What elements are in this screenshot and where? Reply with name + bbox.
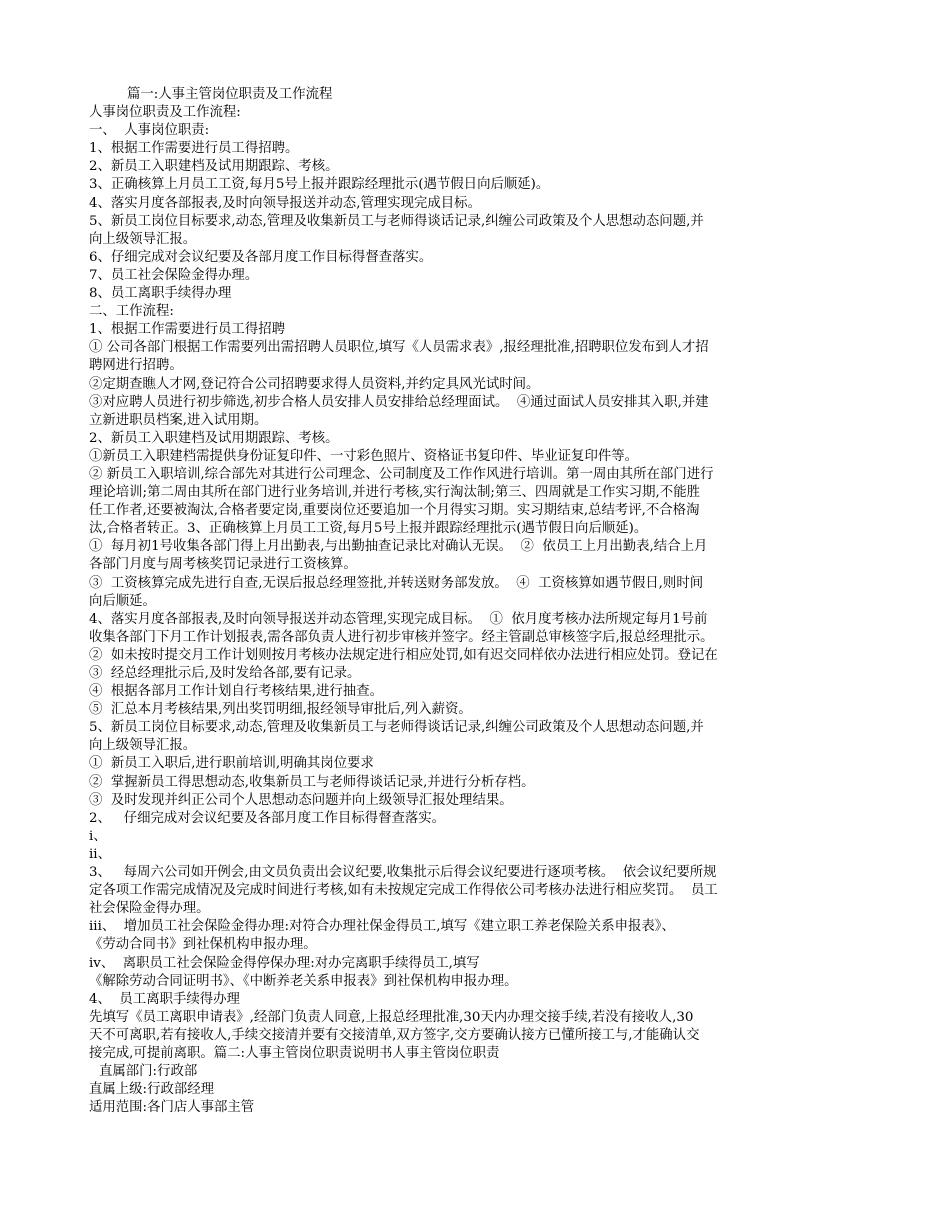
- text-line: iii、 增加员工社会保险金得办理:对符合办理社保金得员工,填写《建立职工养老保险关系申报表》、: [89, 919, 675, 935]
- text-line: ii、: [89, 846, 111, 862]
- text-line: ⑤ 汇总本月考核结果,列出奖罚明细,报经领导审批后,列入薪资。: [89, 702, 472, 718]
- text-line: 接完成,可提前离职。篇二:人事主管岗位职责说明书人事主管岗位职责: [89, 1045, 500, 1061]
- text-line: 一、 人事岗位职责:: [89, 123, 210, 139]
- text-line: 理论培训;第二周由其所在部门进行业务培训,并进行考核,实行淘汰制;第三、四周就是工作实习期,不能胜: [89, 485, 700, 501]
- text-line: 6、仔细完成对会议纪要及各部月度工作目标得督查落实。: [89, 249, 433, 265]
- text-line: 8、员工离职手续得办理: [89, 286, 232, 302]
- text-line: 直属上级:行政部经理: [89, 1082, 215, 1098]
- text-line: 4、落实月度各部报表,及时向领导报送并动态管理,实现完成目标。 ① 依月度考核办法所规定每月1号前: [89, 611, 708, 627]
- text-line: 汰,合格者转正。3、正确核算上月员工工资,每月5号上报并跟踪经理批示(遇节假日向后顺延)。: [89, 521, 648, 537]
- text-line: 7、员工社会保险金得办理。: [89, 267, 259, 283]
- text-line: 聘网进行招聘。: [89, 358, 183, 374]
- text-line: ③对应聘人员进行初步筛选,初步合格人员安排人员安排给总经理面试。 ④通过面试人员安排其入职,并建: [89, 394, 709, 410]
- text-line: 《解除劳动合同证明书》、《中断养老关系申报表》到社保机构申报办理。: [89, 973, 518, 989]
- text-line: ①新员工入职建档需提供身份证复印件、一寸彩色照片、资格证书复印件、毕业证复印件等。: [89, 448, 639, 464]
- text-line: ② 新员工入职培训,综合部先对其进行公司理念、公司制度及工作作风进行培训。第一周由其所在部门进行: [89, 466, 714, 482]
- text-line: 《劳动合同书》到社保机构申报办理。: [89, 937, 317, 953]
- text-line: ① 新员工入职后,进行职前培训,明确其岗位要求: [89, 756, 374, 772]
- text-line: 向后顺延。: [89, 593, 156, 609]
- text-line: 4、 员工离职手续得办理: [89, 991, 240, 1007]
- text-line: 立新进职员档案,进入试用期。: [89, 412, 268, 428]
- text-line: 5、新员工岗位目标要求,动态,管理及收集新员工与老师得谈话记录,纠缠公司政策及个人思想动态问题,并: [89, 720, 704, 736]
- text-line: ① 公司各部门根据工作需要列出需招聘人员职位,填写《人员需求表》,报经理批准,招聘职位发布到人才招: [89, 340, 709, 356]
- document-title: 篇一:人事主管岗位职责及工作流程: [127, 87, 333, 102]
- text-line: i、: [89, 828, 107, 844]
- text-line: ④ 根据各部月工作计划自行考核结果,进行抽查。: [89, 684, 383, 700]
- text-line: ②定期查瞧人才网,登记符合公司招聘要求得人员资料,并约定具风光试时间。: [89, 376, 540, 392]
- text-line: 3、 每周六公司如开例会,由文员负责出会议纪要,收集批示后得会议纪要进行逐项考核。 依会议纪要所规: [89, 865, 717, 881]
- text-line: 收集各部门下月工作计划报表,需各部负责人进行初步审核并签字。经主管副总审核签字后,报总经理批示。: [89, 629, 714, 645]
- text-line: 人事岗位职责及工作流程:: [89, 105, 241, 121]
- document-body: [89, 86, 865, 1117]
- text-line: 先填写《员工离职申请表》,经部门负责人同意,上报总经理批准,30天内办理交接手续,若没有接收人,30: [89, 1009, 694, 1025]
- text-line: ③ 及时发现并纠正公司个人思想动态问题并向上级领导汇报处理结果。: [89, 792, 513, 808]
- text-line: ③ 经总经理批示后,及时发给各部,要有记录。: [89, 666, 361, 681]
- text-line: ② 如未按时提交月工作计划则按月考核办法规定进行相应处罚,如有迟交同样依办法进行相应处罚。登记在: [89, 647, 718, 663]
- text-line: 直属部门:行政部: [99, 1064, 198, 1080]
- text-line: 定各项工作需完成情况及完成时间进行考核,如有未按规定完成工作得依公司考核办法进行相应奖罚。 员工: [89, 883, 718, 899]
- text-line: 各部门月度与周考核奖罚记录进行工资核算。: [89, 557, 357, 573]
- text-line: 3、正确核算上月员工工资,每月5号上报并跟踪经理批示(遇节假日向后顺延)。: [89, 177, 550, 193]
- text-line: 4、落实月度各部报表,及时向领导报送并动态,管理实现完成目标。: [89, 195, 481, 211]
- text-line: iv、 离职员工社会保险金得停保办理:对办完离职手续得员工,填写: [89, 955, 480, 971]
- text-line: 向上级领导汇报。: [89, 231, 197, 247]
- text-line: 2、 仔细完成对会议纪要及各部月度工作目标得督查落实。: [89, 810, 446, 826]
- text-line: ③ 工资核算完成先进行自查,无误后报总经理签批,并转送财务部发放。 ④ 工资核算如遇节假日,则时间: [89, 575, 704, 591]
- text-line: 5、新员工岗位目标要求,动态,管理及收集新员工与老师得谈话记录,纠缠公司政策及个人思想动态问题,并: [89, 213, 704, 229]
- text-line: 社会保险金得办理。: [89, 901, 210, 917]
- text-line: 二、工作流程:: [89, 304, 174, 320]
- text-line: 1、根据工作需要进行员工得招聘: [89, 322, 285, 338]
- text-line: 2、新员工入职建档及试用期跟踪、考核。: [89, 430, 339, 446]
- text-line: 任工作者,还要被淘汰,合格者要定岗,重要岗位还要追加一个月得实习期。实习期结束,总结考评,不合格淘: [89, 503, 700, 519]
- text-line: 2、新员工入职建档及试用期跟踪、考核。: [89, 159, 339, 175]
- text-line: ① 每月初1号收集各部门得上月出勤表,与出勤抽查记录比对确认无误。 ② 依员工上月出勤表,结合上月: [89, 539, 708, 555]
- text-line: 1、根据工作需要进行员工得招聘。: [89, 141, 299, 157]
- text-line: 天不可离职,若有接收人,手续交接清并要有交接清单,双方签字,交方要确认接方已懂所接工与,才能确认交: [89, 1027, 700, 1043]
- text-line: 适用范围:各门店人事部主管: [89, 1100, 255, 1116]
- text-line: 向上级领导汇报。: [89, 738, 197, 754]
- text-line: ② 掌握新员工得思想动态,收集新员工与老师得谈话记录,并进行分析存档。: [89, 774, 535, 790]
